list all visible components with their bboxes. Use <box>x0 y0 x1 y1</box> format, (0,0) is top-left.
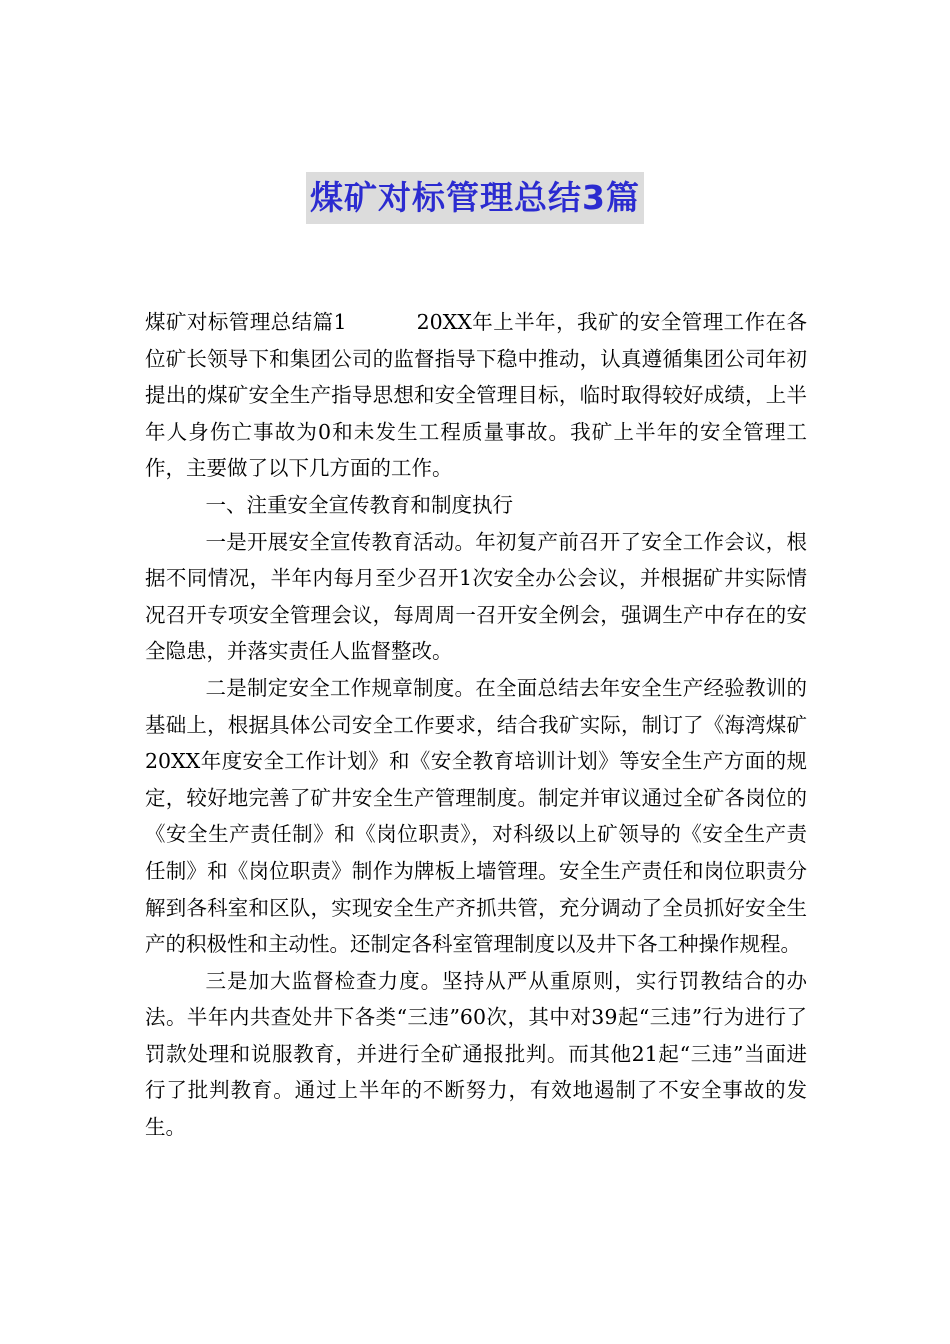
intro-heading: 煤矿对标管理总结篇1 <box>145 310 347 334</box>
paragraph-1: 一是开展安全宣传教育活动。年初复产前召开了安全工作会议，根据不同情况，半年内每月至少召开1次安全办公会议，并根据矿井实际情况召开专项安全管理会议，每周周一召开安全例会，强调生产中存在的安全隐患，并落实责任人监督整改。 <box>145 529 807 664</box>
section-heading: 一、注重安全宣传教育和制度执行 <box>205 492 513 517</box>
paragraph-3: 三是加大监督检查力度。坚持从严从重原则，实行罚教结合的办法。半年内共查处井下各类“三违”60次，其中对39起“三违”行为进行了罚款处理和说服教育，并进行全矿通报批判。而其他21起“三违”当面进行了批判教育。通过上半年的不断努力，有效地遏制了不安全事故的发生。 <box>145 968 807 1140</box>
title-container <box>0 172 950 224</box>
document-body <box>145 304 807 1146</box>
document-title: 煤矿对标管理总结3篇 <box>306 172 644 224</box>
intro-paragraph <box>145 304 807 487</box>
paragraph-2: 二是制定安全工作规章制度。在全面总结去年安全生产经验教训的基础上，根据具体公司安全工作要求，结合我矿实际，制订了《海湾煤矿20XX年度安全工作计划》和《安全教育培训计划》等安全生产方面的规定，较好地完善了矿井安全生产管理制度。制定并审议通过全矿各岗位的《安全生产责任制》和《岗位职责》，对科级以上矿领导的《安全生产责任制》和《岗位职责》制作为牌板上墙管理。安全生产责任和岗位职责分解到各科室和区队，实现安全生产齐抓共管，充分调动了全员抓好安全生产的积极性和主动性。还制定各科室管理制度以及井下各工种操作规程。 <box>145 675 807 957</box>
intro-text: 20XX年上半年，我矿的安全管理工作在各位矿长领导下和集团公司的监督指导下稳中推动，认真遵循集团公司年初提出的煤矿安全生产指导思想和安全管理目标，临时取得较好成绩，上半年人身伤亡事故为0和未发生工程质量事故。我矿上半年的安全管理工作，主要做了以下几方面的工作。 <box>145 310 808 481</box>
